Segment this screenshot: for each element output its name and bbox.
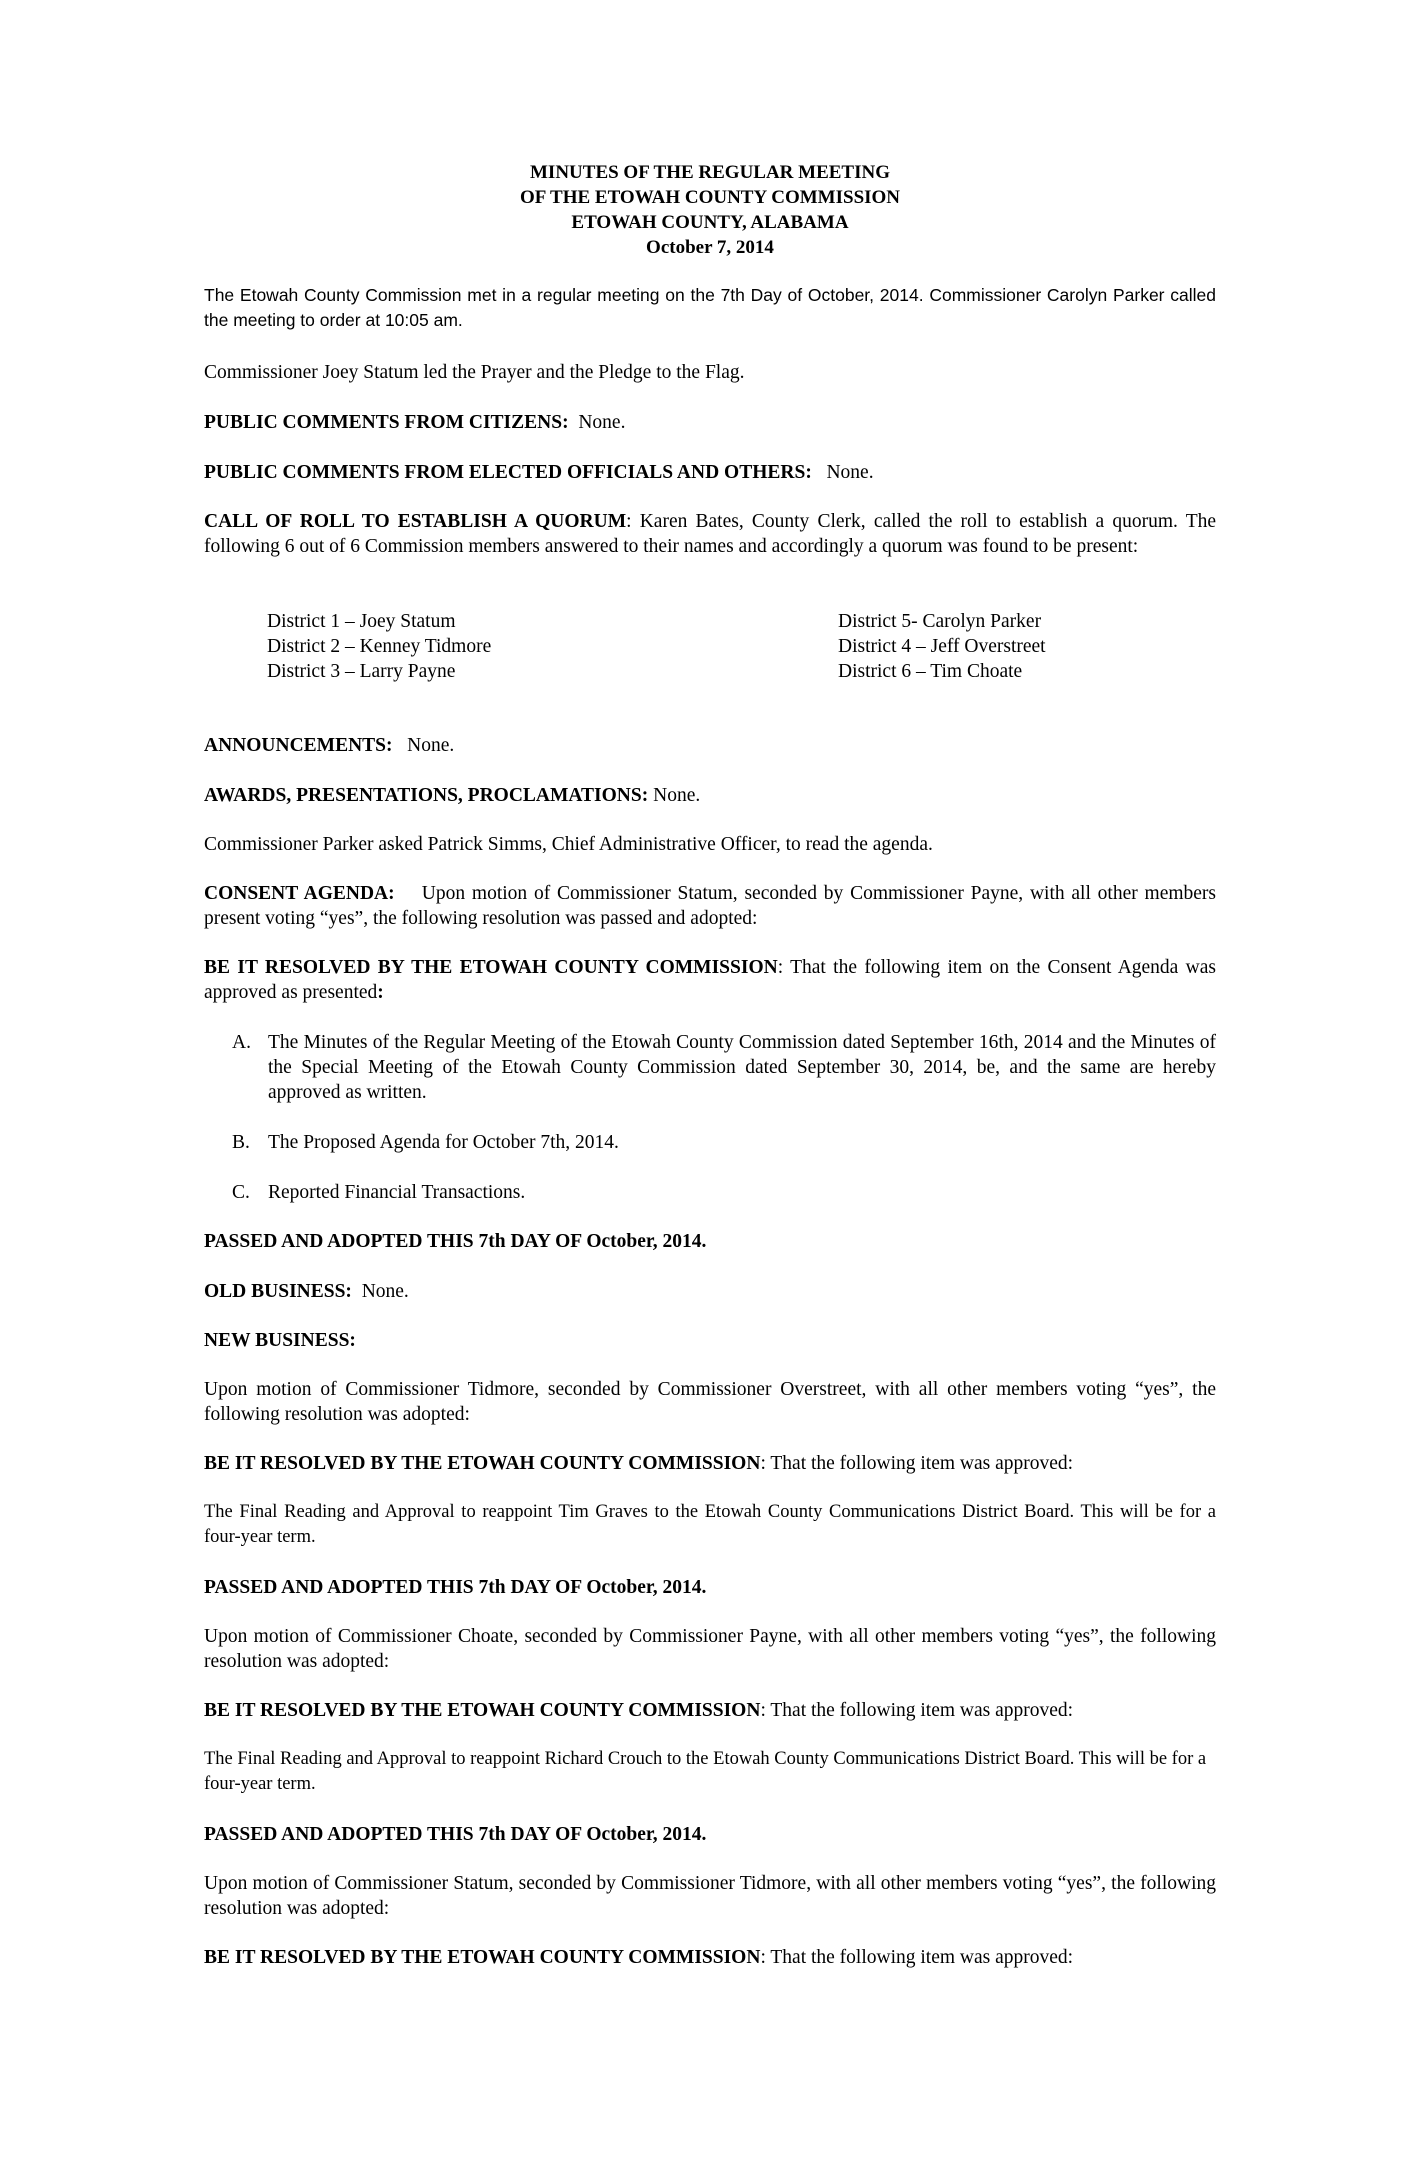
consent-passed: PASSED AND ADOPTED THIS 7th DAY OF October, 2014. bbox=[204, 1231, 707, 1252]
title-line-1: MINUTES OF THE REGULAR MEETING bbox=[530, 162, 890, 183]
item-text: The Proposed Agenda for October 7th, 2014. bbox=[268, 1132, 619, 1153]
motion-passed: PASSED AND ADOPTED THIS 7th DAY OF October, 2014. bbox=[204, 1577, 707, 1598]
resolved-text: : That the following item was approved: bbox=[760, 1453, 1074, 1474]
section-label: AWARDS, PRESENTATIONS, PROCLAMATIONS: bbox=[204, 785, 649, 806]
roll-left-column bbox=[267, 609, 491, 684]
section-label: PUBLIC COMMENTS FROM ELECTED OFFICIALS AND OTHERS: bbox=[204, 462, 812, 483]
motion-resolution bbox=[204, 1698, 1216, 1723]
awards bbox=[204, 783, 1216, 808]
motion-resolution bbox=[204, 1945, 1216, 1970]
resolved-text: : That the following item was approved: bbox=[760, 1947, 1074, 1968]
section-value: None. bbox=[578, 412, 626, 433]
section-label: ANNOUNCEMENTS: bbox=[204, 735, 393, 756]
motion-resolution bbox=[204, 1451, 1216, 1476]
roll-call-paragraph bbox=[204, 509, 1216, 559]
motion-paragraph: Upon motion of Commissioner Statum, seconded by Commissioner Tidmore, with all other members voting “yes”, the following resolution was adopted: bbox=[204, 1873, 1216, 1919]
section-value: None. bbox=[361, 1281, 409, 1302]
section-value: None. bbox=[407, 735, 455, 756]
item-marker: C. bbox=[232, 1182, 250, 1203]
resolved-label: BE IT RESOLVED BY THE ETOWAH COUNTY COMMISSION bbox=[204, 1947, 761, 1968]
title-line-2: OF THE ETOWAH COUNTY COMMISSION bbox=[519, 187, 901, 208]
prayer-paragraph: Commissioner Joey Statum led the Prayer and the Pledge to the Flag. bbox=[204, 362, 745, 383]
public-comments-citizens bbox=[204, 410, 1216, 435]
title-line-3: ETOWAH COUNTY, ALABAMA bbox=[571, 212, 849, 233]
resolved-label: BE IT RESOLVED BY THE ETOWAH COUNTY COMMISSION bbox=[204, 1453, 761, 1474]
item-marker: B. bbox=[232, 1132, 250, 1153]
consent-text: Upon motion of Commissioner Statum, seconded by Commissioner Payne, with all other members present voting “yes”, the following resolution was passed and adopted: bbox=[204, 883, 1217, 929]
consent-label: CONSENT AGENDA: bbox=[204, 883, 395, 904]
resolved-text: : That the following item was approved: bbox=[760, 1700, 1074, 1721]
agenda-read-paragraph: Commissioner Parker asked Patrick Simms, Chief Administrative Officer, to read the agenda. bbox=[204, 834, 933, 855]
district-member: District 5- Carolyn Parker bbox=[838, 611, 1042, 632]
district-member: District 6 – Tim Choate bbox=[838, 661, 1023, 682]
section-value: None. bbox=[826, 462, 874, 483]
section-label: OLD BUSINESS: bbox=[204, 1281, 352, 1302]
motion-item: The Final Reading and Approval to reappoint Richard Crouch to the Etowah County Communications District Board. This will be for a four-year term. bbox=[204, 1749, 1207, 1794]
motion-passed: PASSED AND ADOPTED THIS 7th DAY OF October, 2014. bbox=[204, 1824, 707, 1845]
roll-right-column bbox=[838, 609, 1046, 684]
resolved-text: : That the following item on the Consent Agenda was approved as presented bbox=[204, 957, 1217, 1003]
roll-call-text: : Karen Bates, County Clerk, called the roll to establish a quorum. The following 6 out of 6 Commission members answered to their names and accordingly a quorum was found to be present: bbox=[204, 511, 1217, 557]
consent-agenda-paragraph bbox=[204, 881, 1216, 931]
district-member: District 2 – Kenney Tidmore bbox=[267, 636, 492, 657]
section-label: PUBLIC COMMENTS FROM CITIZENS: bbox=[204, 412, 569, 433]
public-comments-officials bbox=[204, 460, 1216, 485]
motion-item: The Final Reading and Approval to reappoint Tim Graves to the Etowah County Communications District Board. This will be for a four-year term. bbox=[204, 1502, 1216, 1547]
roll-call-label: CALL OF ROLL TO ESTABLISH A QUORUM bbox=[204, 511, 627, 532]
resolved-colon: : bbox=[377, 982, 384, 1003]
resolved-label: BE IT RESOLVED BY THE ETOWAH COUNTY COMMISSION bbox=[204, 1700, 761, 1721]
motion-paragraph: Upon motion of Commissioner Choate, seconded by Commissioner Payne, with all other members voting “yes”, the following resolution was adopted: bbox=[204, 1626, 1216, 1672]
old-business bbox=[204, 1279, 1216, 1304]
district-member: District 3 – Larry Payne bbox=[267, 661, 456, 682]
resolved-label: BE IT RESOLVED BY THE ETOWAH COUNTY COMMISSION bbox=[204, 957, 778, 978]
section-value: None. bbox=[653, 785, 701, 806]
announcements bbox=[204, 733, 1216, 758]
district-member: District 4 – Jeff Overstreet bbox=[838, 636, 1046, 657]
item-text: Reported Financial Transactions. bbox=[268, 1182, 526, 1203]
opening-paragraph: The Etowah County Commission met in a regular meeting on the 7th Day of October, 2014. Commissioner Carolyn Parker called the meeting to order at 10:05 am. bbox=[204, 285, 1216, 330]
item-text: The Minutes of the Regular Meeting of the Etowah County Commission dated September 16th, 2014 and the Minutes of the Special Meeting of the Etowah County Commission dated September 30, 2014, be, and the same are hereby approved as written. bbox=[268, 1032, 1216, 1103]
new-business-label: NEW BUSINESS: bbox=[204, 1330, 356, 1351]
consent-resolution bbox=[204, 955, 1216, 1005]
meeting-date: October 7, 2014 bbox=[646, 237, 774, 258]
item-marker: A. bbox=[232, 1032, 251, 1053]
motion-paragraph: Upon motion of Commissioner Tidmore, seconded by Commissioner Overstreet, with all other members voting “yes”, the following resolution was adopted: bbox=[204, 1379, 1216, 1425]
district-member: District 1 – Joey Statum bbox=[267, 611, 456, 632]
